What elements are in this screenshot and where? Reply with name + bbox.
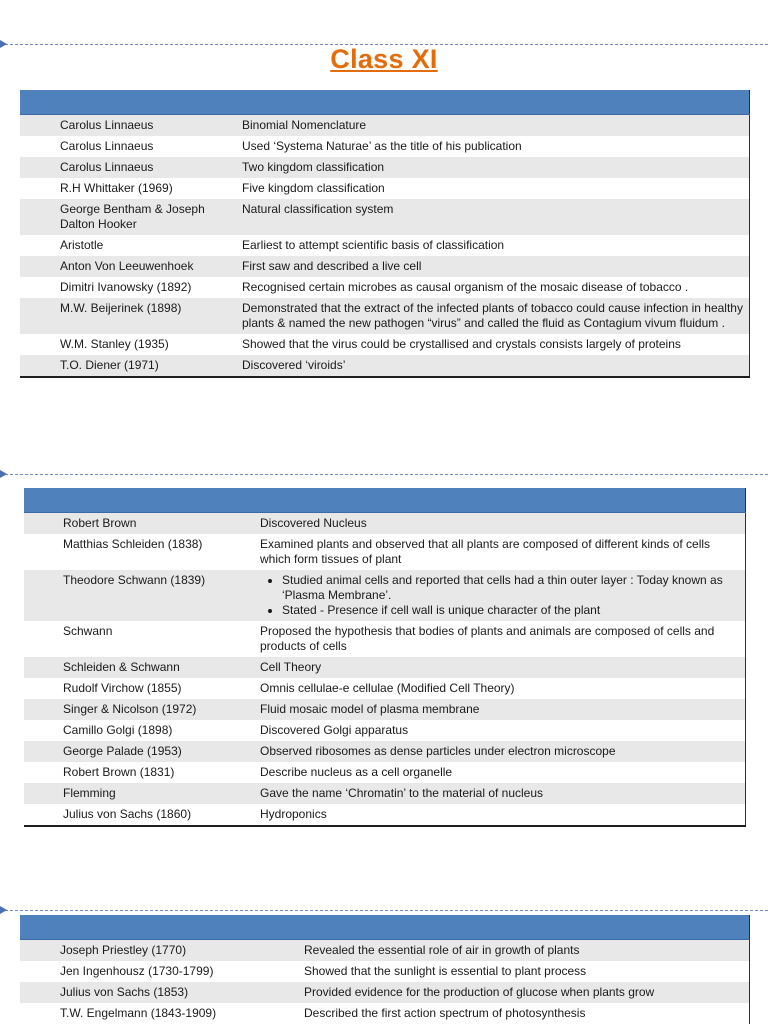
contribution-cell: Natural classification system [237, 199, 749, 235]
scientist-cell: Schwann [24, 621, 255, 657]
scientist-cell: M.W. Beijerinek (1898) [20, 298, 237, 334]
contribution-cell: First saw and described a live cell [237, 256, 749, 277]
table-row [24, 513, 745, 535]
contribution-cell: Describe nucleus as a cell organelle [255, 762, 745, 783]
table-row [24, 534, 745, 570]
contribution-cell: Examined plants and observed that all plants are composed of different kinds of cells which form tissues of plant [255, 534, 745, 570]
contribution-list [260, 573, 740, 618]
page-title: Class XI [330, 44, 438, 74]
table-row [20, 235, 749, 256]
contribution-cell: Discovered Golgi apparatus [255, 720, 745, 741]
photosynthesis-table-body [20, 940, 749, 1024]
scientist-cell: Flemming [24, 783, 255, 804]
table-header-row [20, 915, 749, 940]
table-header-row [24, 488, 745, 513]
classification-table-body [20, 115, 749, 378]
scientist-cell: Theodore Schwann (1839) [24, 570, 255, 621]
page-separator [0, 910, 768, 911]
scientist-cell: Dimitri Ivanowsky (1892) [20, 277, 237, 298]
table-row [20, 1003, 749, 1024]
table-row [24, 621, 745, 657]
table-row [20, 961, 749, 982]
scientist-cell: Schleiden & Schwann [24, 657, 255, 678]
scientist-cell: Carolus Linnaeus [20, 136, 237, 157]
table-row [20, 277, 749, 298]
contribution-cell: Provided evidence for the production of glucose when plants grow [299, 982, 749, 1003]
scientist-cell: Anton Von Leeuwenhoek [20, 256, 237, 277]
contribution-list-item: • Stated - Presence if cell wall is unique character of the plant [282, 603, 740, 618]
slide-marker-icon [0, 906, 7, 914]
table-header-row [20, 90, 749, 115]
scientist-cell: Joseph Priestley (1770) [20, 940, 299, 962]
contribution-cell: Hydroponics [255, 804, 745, 826]
contribution-cell: Showed that the virus could be crystallised and crystals consists largely of proteins [237, 334, 749, 355]
scientist-cell: Matthias Schleiden (1838) [24, 534, 255, 570]
contribution-cell: Five kingdom classification [237, 178, 749, 199]
photosynthesis-table [20, 915, 750, 1024]
contribution-cell: Observed ribosomes as dense particles under electron microscope [255, 741, 745, 762]
scientist-cell: Julius von Sachs (1860) [24, 804, 255, 826]
table-row [24, 570, 745, 621]
contribution-cell: Revealed the essential role of air in growth of plants [299, 940, 749, 962]
scientist-cell: R.H Whittaker (1969) [20, 178, 237, 199]
contribution-cell [255, 570, 745, 621]
contribution-cell: Demonstrated that the extract of the infected plants of tobacco could cause infection in healthy plants & named the new pathogen “virus” and called the fluid as Contagium vivum fluidum . [237, 298, 749, 334]
scientist-cell: Camillo Golgi (1898) [24, 720, 255, 741]
table-row [24, 783, 745, 804]
contribution-cell: Discovered Nucleus [255, 513, 745, 535]
contribution-cell: Two kingdom classification [237, 157, 749, 178]
slide-marker-icon [0, 470, 7, 478]
contribution-cell: Proposed the hypothesis that bodies of plants and animals are composed of cells and products of cells [255, 621, 745, 657]
table-row [20, 256, 749, 277]
table-row [24, 678, 745, 699]
scientist-cell: Aristotle [20, 235, 237, 256]
table-row [24, 657, 745, 678]
table-row [20, 982, 749, 1003]
scientist-cell: Carolus Linnaeus [20, 157, 237, 178]
table-row [20, 355, 749, 377]
contribution-cell: Omnis cellulae-e cellulae (Modified Cell Theory) [255, 678, 745, 699]
cell-biology-table [24, 488, 746, 827]
table-row [20, 199, 749, 235]
scientist-cell: Julius von Sachs (1853) [20, 982, 299, 1003]
scientist-cell: W.M. Stanley (1935) [20, 334, 237, 355]
table-row [20, 298, 749, 334]
scientist-cell: Robert Brown [24, 513, 255, 535]
scientist-cell: T.O. Diener (1971) [20, 355, 237, 377]
contribution-cell: Used ‘Systema Naturae’ as the title of his publication [237, 136, 749, 157]
contribution-cell: Discovered ‘viroids’ [237, 355, 749, 377]
table-row [24, 699, 745, 720]
table-row [24, 720, 745, 741]
contribution-cell: Showed that the sunlight is essential to plant process [299, 961, 749, 982]
contribution-cell: Cell Theory [255, 657, 745, 678]
scientist-cell: Rudolf Virchow (1855) [24, 678, 255, 699]
page-separator [0, 474, 768, 475]
scientist-cell: George Bentham & Joseph Dalton Hooker [20, 199, 237, 235]
table-row [20, 157, 749, 178]
contribution-cell: Fluid mosaic model of plasma membrane [255, 699, 745, 720]
contribution-cell: Earliest to attempt scientific basis of classification [237, 235, 749, 256]
scientist-cell: Carolus Linnaeus [20, 115, 237, 137]
table-row [20, 940, 749, 962]
scientist-cell: Jen Ingenhousz (1730-1799) [20, 961, 299, 982]
contribution-cell: Gave the name ‘Chromatin’ to the material of nucleus [255, 783, 745, 804]
contribution-cell: Recognised certain microbes as causal organism of the mosaic disease of tobacco . [237, 277, 749, 298]
classification-table [20, 90, 750, 378]
scientist-cell: Robert Brown (1831) [24, 762, 255, 783]
table-row [24, 762, 745, 783]
table-row [24, 804, 745, 826]
table-row [20, 136, 749, 157]
scientist-cell: T.W. Engelmann (1843-1909) [20, 1003, 299, 1024]
table-row [20, 178, 749, 199]
table-row [20, 115, 749, 137]
scientist-cell: Singer & Nicolson (1972) [24, 699, 255, 720]
table-row [20, 334, 749, 355]
table-row [24, 741, 745, 762]
contribution-cell: Described the first action spectrum of photosynthesis [299, 1003, 749, 1024]
scientist-cell: George Palade (1953) [24, 741, 255, 762]
cell-biology-table-body [24, 513, 745, 827]
contribution-cell: Binomial Nomenclature [237, 115, 749, 137]
contribution-list-item: • Studied animal cells and reported that cells had a thin outer layer : Today known as ‘Plasma Membrane’. [282, 573, 740, 603]
